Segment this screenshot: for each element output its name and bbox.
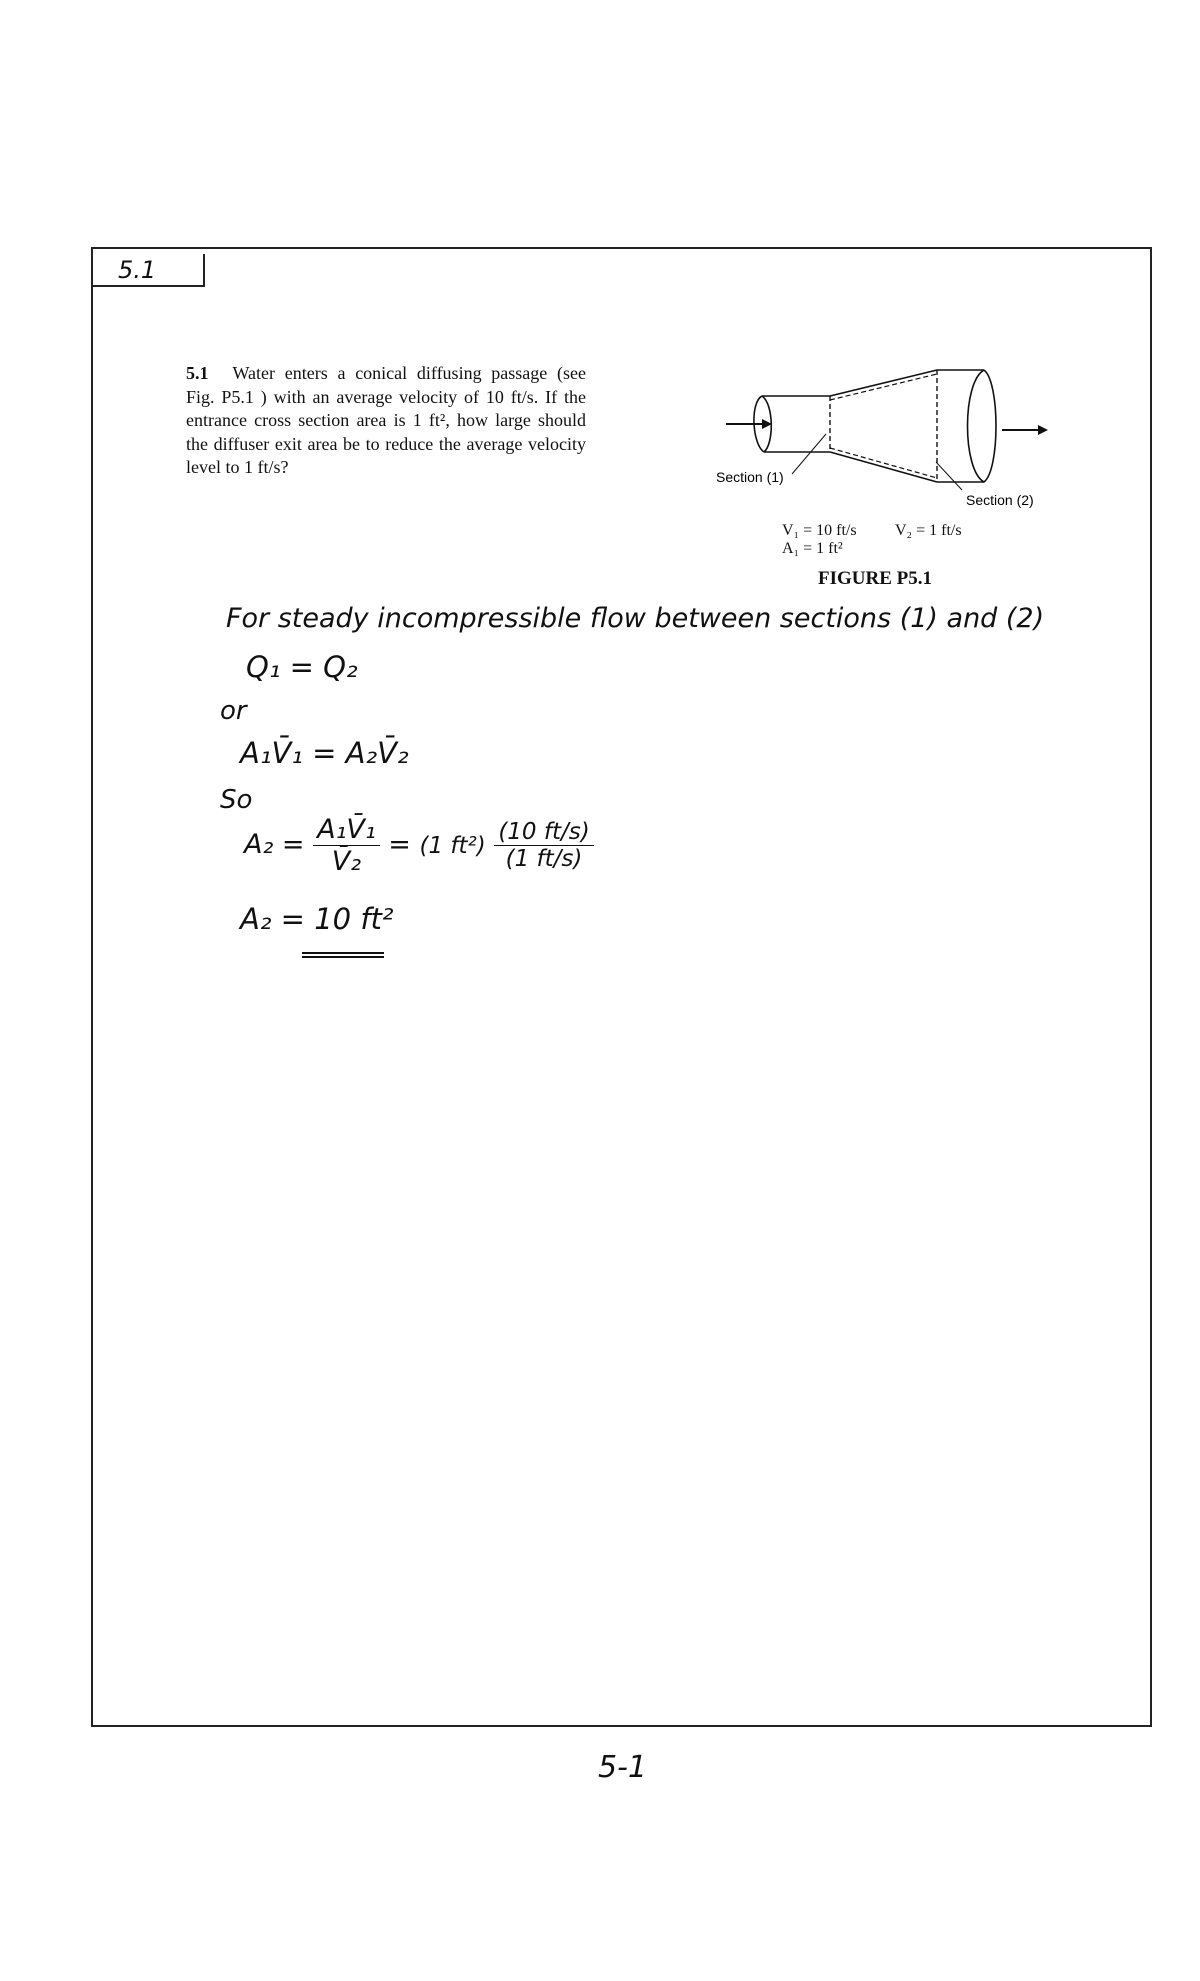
given-v1: V₁ = 10 ft/s	[782, 522, 857, 539]
problem-tab-label: 5.1	[118, 256, 157, 284]
cone-bottom	[830, 452, 937, 482]
outlet-end	[968, 370, 997, 482]
problem-number: 5.1	[186, 363, 209, 383]
solve-area-value: (1 ft²)	[419, 833, 486, 859]
given-a1: A₁ = 1 ft²	[782, 540, 843, 557]
cone-top-dash	[830, 374, 937, 400]
solve-velocity-numerator: (10 ft/s)	[494, 819, 593, 846]
problem-text: Water enters a conical diffusing passage (see Fig. P5.1 ) with an average velocity of 10 ft/s. If the entrance cross section area is 1 ft², how large should the diffuser exit area be to reduce the average velocity level to 1 ft/s?	[186, 363, 586, 477]
final-answer: A₂ = 10 ft²	[240, 902, 394, 936]
continuity-equation: Q₁ = Q₂	[246, 650, 358, 684]
solve-velocity-fraction	[494, 819, 593, 872]
solve-velocity-denominator: (1 ft/s)	[505, 846, 583, 872]
answer-double-underline	[302, 952, 384, 958]
cone-top	[830, 370, 937, 396]
cone-bottom-dash	[830, 448, 937, 478]
solve-lhs: A₂ =	[244, 829, 314, 860]
figure-caption: FIGURE P5.1	[818, 568, 932, 589]
diffuser-figure	[700, 352, 1060, 522]
solve-denominator: V̄₂	[331, 846, 362, 877]
area-velocity-equation: A₁V̄₁ = A₂V̄₂	[240, 736, 409, 770]
solve-fraction	[313, 814, 380, 877]
problem-statement	[186, 362, 586, 480]
section1-label: Section (1)	[716, 469, 784, 485]
solve-equals: =	[388, 829, 420, 860]
given-v2: V₂ = 1 ft/s	[895, 522, 962, 539]
section2-leader	[936, 462, 962, 490]
solution-intro: For steady incompressible flow between sections (1) and (2)	[226, 603, 1045, 634]
outlet-pipe	[937, 370, 984, 482]
solve-numerator: A₁V̄₁	[313, 814, 380, 846]
solve-equation	[244, 814, 594, 877]
page-number: 5-1	[598, 1750, 647, 1785]
outlet-arrowhead	[1038, 425, 1048, 435]
section1-leader	[792, 434, 826, 474]
section2-label: Section (2)	[966, 492, 1034, 508]
word-so: So	[220, 785, 253, 815]
word-or: or	[220, 696, 247, 726]
